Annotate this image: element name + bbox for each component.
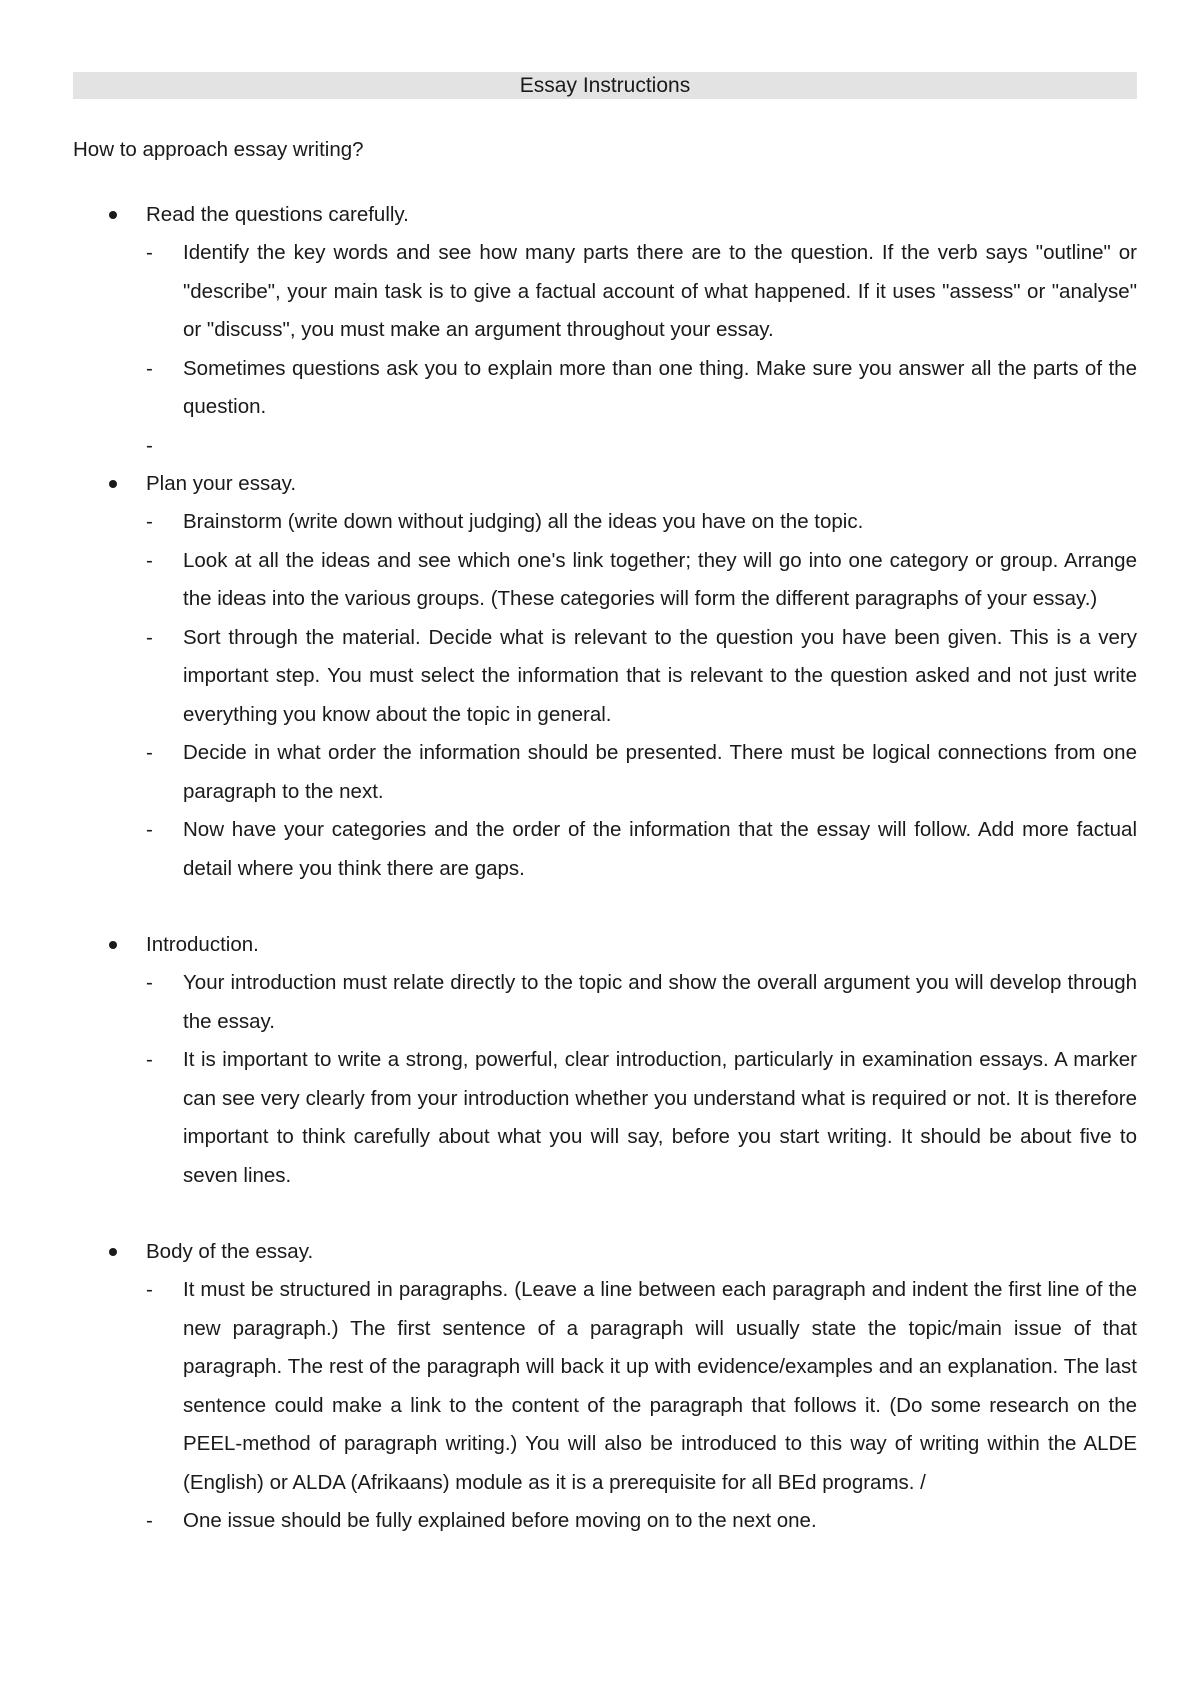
section-heading-text: Plan your essay. xyxy=(146,472,297,495)
list-item-text: It is important to write a strong, powerful, clear introduction, particularly in examination essays. A marker can see very clearly from your introduction whether you understand what is required or not. It is therefore important to think carefully about what you will say, before you start writing. It should be about five to seven lines. xyxy=(183,1048,1137,1187)
list-item xyxy=(73,503,1137,542)
section-heading-text: Body of the essay. xyxy=(146,1240,314,1263)
dash-marker: - xyxy=(146,241,153,264)
list-item xyxy=(73,619,1137,735)
blank-line xyxy=(73,888,1137,926)
list-item xyxy=(73,964,1137,1041)
sub-list xyxy=(73,503,1137,888)
document-title: Essay Instructions xyxy=(73,72,1137,99)
dash-marker: - xyxy=(146,548,153,572)
section-heading xyxy=(73,465,1137,503)
section-heading xyxy=(73,926,1137,964)
list-item-text: One issue should be fully explained before moving on to the next one. xyxy=(183,1509,817,1532)
list-item-text: Your introduction must relate directly to the topic and show the overall argument you will develop through the essay. xyxy=(183,971,1137,1033)
bullet-icon xyxy=(109,211,117,219)
dash-marker: - xyxy=(146,433,153,457)
list-item xyxy=(73,1041,1137,1195)
section-heading xyxy=(73,196,1137,234)
sub-list xyxy=(73,964,1137,1195)
list-item xyxy=(73,542,1137,619)
dash-marker: - xyxy=(146,1509,153,1532)
section-body xyxy=(73,1233,1137,1541)
section-plan-essay xyxy=(73,465,1137,888)
list-item xyxy=(73,1502,1137,1541)
bullet-icon xyxy=(109,1248,117,1256)
sub-list xyxy=(73,1271,1137,1541)
document-page xyxy=(73,72,1137,1541)
dash-marker: - xyxy=(146,510,153,533)
dash-marker: - xyxy=(146,625,153,649)
dash-marker: - xyxy=(146,1278,153,1301)
dash-marker: - xyxy=(146,741,153,764)
list-item xyxy=(73,811,1137,888)
list-item-text: Identify the key words and see how many parts there are to the question. If the verb says "outline" or "describe", your main task is to give a factual account of what happened. If it uses "assess" or "analyse" or "discuss", you must make an argument throughout your essay. xyxy=(183,241,1137,341)
list-item-text: Sort through the material. Decide what is relevant to the question you have been given. This is a very important step. You must select the information that is relevant to the question asked and not just write everything you know about the topic in general. xyxy=(183,625,1137,726)
list-item-text: It must be structured in paragraphs. (Leave a line between each paragraph and indent the first line of the new paragraph.) The first sentence of a paragraph will usually state the topic/main issue of that paragraph. The rest of the paragraph will back it up with evidence/examples and an explanation. The last sentence could make a link to the content of the paragraph that follows it. (Do some research on the PEEL-method of paragraph writing.) You will also be introduced to this way of writing within the ALDE (English) or ALDA (Afrikaans) module as it is a prerequisite for all BEd programs. / xyxy=(183,1278,1137,1494)
section-heading xyxy=(73,1233,1137,1271)
list-item-text: Decide in what order the information should be presented. There must be logical connections from one paragraph to the next. xyxy=(183,741,1137,803)
sub-list xyxy=(73,234,1137,465)
section-read-questions xyxy=(73,196,1137,465)
list-item-text: Now have your categories and the order of the information that the essay will follow. Add more factual detail where you think there are gaps. xyxy=(183,818,1137,880)
list-item-text: Sometimes questions ask you to explain more than one thing. Make sure you answer all the parts of the question. xyxy=(183,356,1137,418)
list-item-text: Brainstorm (write down without judging) all the ideas you have on the topic. xyxy=(183,510,864,533)
section-introduction xyxy=(73,926,1137,1195)
dash-marker: - xyxy=(146,971,153,994)
list-item-text: Look at all the ideas and see which one's link together; they will go into one category or group. Arrange the ideas into the various groups. (These categories will form the different paragraphs of your essay.) xyxy=(183,548,1137,610)
dash-marker: - xyxy=(146,818,153,841)
dash-marker: - xyxy=(146,356,153,380)
list-item xyxy=(73,350,1137,427)
list-item xyxy=(73,734,1137,811)
section-heading-text: Introduction. xyxy=(146,933,259,956)
bullet-icon xyxy=(109,941,117,949)
intro-question: How to approach essay writing? xyxy=(73,138,364,161)
blank-line xyxy=(73,1195,1137,1233)
section-heading-text: Read the questions carefully. xyxy=(146,203,409,226)
bullet-icon xyxy=(109,480,117,488)
list-item xyxy=(73,427,1137,466)
dash-marker: - xyxy=(146,1048,153,1071)
list-item xyxy=(73,234,1137,350)
list-item xyxy=(73,1271,1137,1502)
